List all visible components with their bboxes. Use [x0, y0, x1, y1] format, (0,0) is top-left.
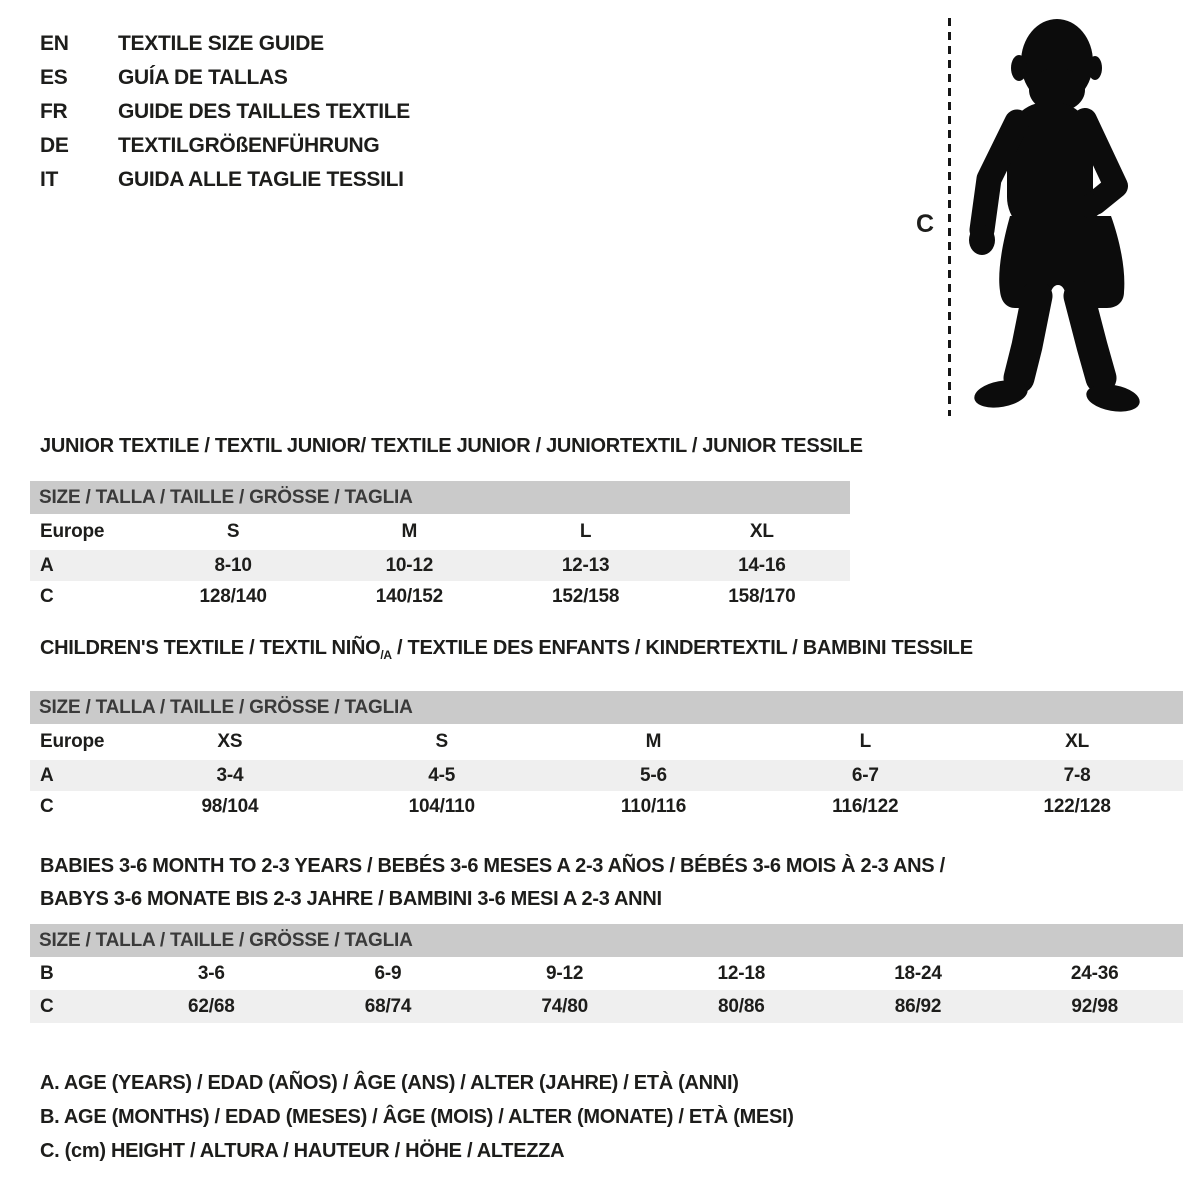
- section-junior-textile: [30, 434, 863, 612]
- size-value-cell: 68/74: [364, 995, 412, 1017]
- lang-title: GUIDE DES TAILLES TEXTILE: [118, 100, 410, 123]
- size-value-cell: XL: [749, 521, 774, 542]
- row-label-cell: C: [40, 795, 54, 817]
- table-row-c: [30, 581, 850, 612]
- size-value-cell: 5-6: [640, 764, 667, 786]
- footnote-a: A. AGE (YEARS) / EDAD (AÑOS) / ÂGE (ANS) / ALTER (JAHRE) / ETÀ (ANNI): [40, 1072, 739, 1094]
- footnote-legend: [40, 1066, 794, 1168]
- size-value-cell: 122/128: [1043, 795, 1111, 817]
- size-header-bar: SIZE / TALLA / TAILLE / GRÖSSE / TAGLIA: [30, 691, 1183, 724]
- toddler-silhouette-icon: [955, 16, 1145, 418]
- lang-code: EN: [40, 32, 69, 55]
- size-value-cell: 116/122: [832, 795, 899, 817]
- lang-title: TEXTILE SIZE GUIDE: [118, 32, 324, 55]
- row-label-cell: C: [40, 995, 54, 1017]
- children-size-table: [30, 691, 1183, 822]
- lang-row-it: [40, 163, 410, 197]
- size-value-cell: 7-8: [1063, 764, 1091, 786]
- row-label-cell: A: [40, 554, 54, 576]
- height-label: C: [916, 210, 935, 238]
- size-value-cell: M: [645, 731, 662, 752]
- footnote-b: B. AGE (MONTHS) / EDAD (MESES) / ÂGE (MOIS) / ALTER (MONATE) / ETÀ (MESI): [40, 1106, 794, 1128]
- size-value-cell: S: [226, 521, 240, 542]
- lang-title: TEXTILGRÖßENFÜHRUNG: [118, 134, 380, 157]
- size-header-bar: SIZE / TALLA / TAILLE / GRÖSSE / TAGLIA: [30, 924, 1183, 957]
- size-value-cell: 10-12: [385, 554, 434, 576]
- lang-row-de: [40, 129, 410, 163]
- row-label-cell: A: [40, 764, 54, 786]
- row-label-cell: C: [40, 585, 54, 607]
- section-children-textile: [30, 636, 1183, 822]
- footnote-c: C. (cm) HEIGHT / ALTURA / HAUTEUR / HÖHE / ALTEZZA: [40, 1140, 565, 1162]
- size-value-cell: 80/86: [718, 995, 765, 1017]
- lang-code: FR: [40, 100, 68, 123]
- section-title: [40, 636, 1183, 667]
- size-value-cell: 9-12: [546, 962, 584, 984]
- size-value-cell: 3-6: [197, 962, 225, 984]
- title-subscript: /A: [380, 648, 392, 662]
- title-text: / TEXTILE DES ENFANTS / KINDERTEXTIL / BAMBINI TESSILE: [391, 637, 973, 659]
- size-value-cell: 3-4: [216, 764, 244, 786]
- size-value-cell: 14-16: [738, 554, 786, 576]
- title-text: CHILDREN'S TEXTILE / TEXTIL NIÑO: [40, 637, 381, 659]
- babies-size-table: [30, 924, 1183, 1023]
- table-row-c: [30, 990, 1183, 1023]
- height-measure-line: [948, 18, 951, 416]
- lang-code: IT: [40, 168, 59, 191]
- size-value-cell: XS: [217, 731, 243, 752]
- size-value-cell: 86/92: [894, 995, 942, 1017]
- size-value-cell: M: [401, 521, 418, 542]
- size-value-cell: 8-10: [214, 554, 252, 576]
- size-value-cell: 128/140: [199, 585, 267, 607]
- lang-code: DE: [40, 134, 69, 157]
- size-value-cell: 18-24: [894, 962, 942, 984]
- table-row-europe: [30, 514, 850, 550]
- section-babies-textile: [30, 850, 1183, 1023]
- size-value-cell: XL: [1065, 731, 1090, 752]
- size-value-cell: 74/80: [541, 995, 588, 1017]
- table-row-a: [30, 760, 1183, 791]
- size-value-cell: 140/152: [375, 585, 444, 607]
- section-title: JUNIOR TEXTILE / TEXTIL JUNIOR/ TEXTILE JUNIOR / JUNIORTEXTIL / JUNIOR TESSILE: [40, 435, 863, 457]
- row-label-cell: Europe: [40, 731, 105, 752]
- section-title-line1: BABIES 3-6 MONTH TO 2-3 YEARS / BEBÉS 3-6 MESES A 2-3 AÑOS / BÉBÉS 3-6 MOIS À 2-3 ANS /: [40, 855, 945, 877]
- language-title-block: [40, 27, 410, 197]
- table-row-c: [30, 791, 1183, 822]
- size-value-cell: 110/116: [620, 795, 687, 817]
- lang-title: GUIDA ALLE TAGLIE TESSILI: [118, 168, 404, 191]
- size-value-cell: 12-18: [717, 962, 766, 984]
- size-value-cell: 152/158: [551, 585, 620, 607]
- lang-row-fr: [40, 95, 410, 129]
- size-header-bar: SIZE / TALLA / TAILLE / GRÖSSE / TAGLIA: [30, 481, 850, 514]
- size-value-cell: S: [435, 731, 448, 752]
- size-value-cell: 104/110: [408, 795, 475, 817]
- lang-row-es: [40, 61, 410, 95]
- row-label-cell: B: [40, 962, 54, 984]
- size-value-cell: 62/68: [188, 995, 235, 1017]
- row-label-cell: Europe: [40, 521, 105, 542]
- size-value-cell: L: [859, 731, 871, 752]
- table-row-a: [30, 550, 850, 581]
- section-title-line2: BABYS 3-6 MONATE BIS 2-3 JAHRE / BAMBINI 3-6 MESI A 2-3 ANNI: [40, 888, 662, 910]
- table-row-europe: [30, 724, 1183, 760]
- size-value-cell: L: [579, 521, 592, 542]
- size-value-cell: 6-9: [374, 962, 402, 984]
- size-value-cell: 6-7: [851, 764, 879, 786]
- size-value-cell: 98/104: [201, 795, 259, 817]
- lang-code: ES: [40, 66, 68, 89]
- size-value-cell: 12-13: [561, 554, 610, 576]
- size-value-cell: 24-36: [1070, 962, 1119, 984]
- junior-size-table: [30, 481, 850, 612]
- size-value-cell: 158/170: [728, 585, 796, 607]
- size-value-cell: 92/98: [1071, 995, 1118, 1017]
- table-row-b: [30, 957, 1183, 990]
- lang-title: GUÍA DE TALLAS: [118, 66, 288, 89]
- lang-row-en: [40, 27, 410, 61]
- size-value-cell: 4-5: [428, 764, 456, 786]
